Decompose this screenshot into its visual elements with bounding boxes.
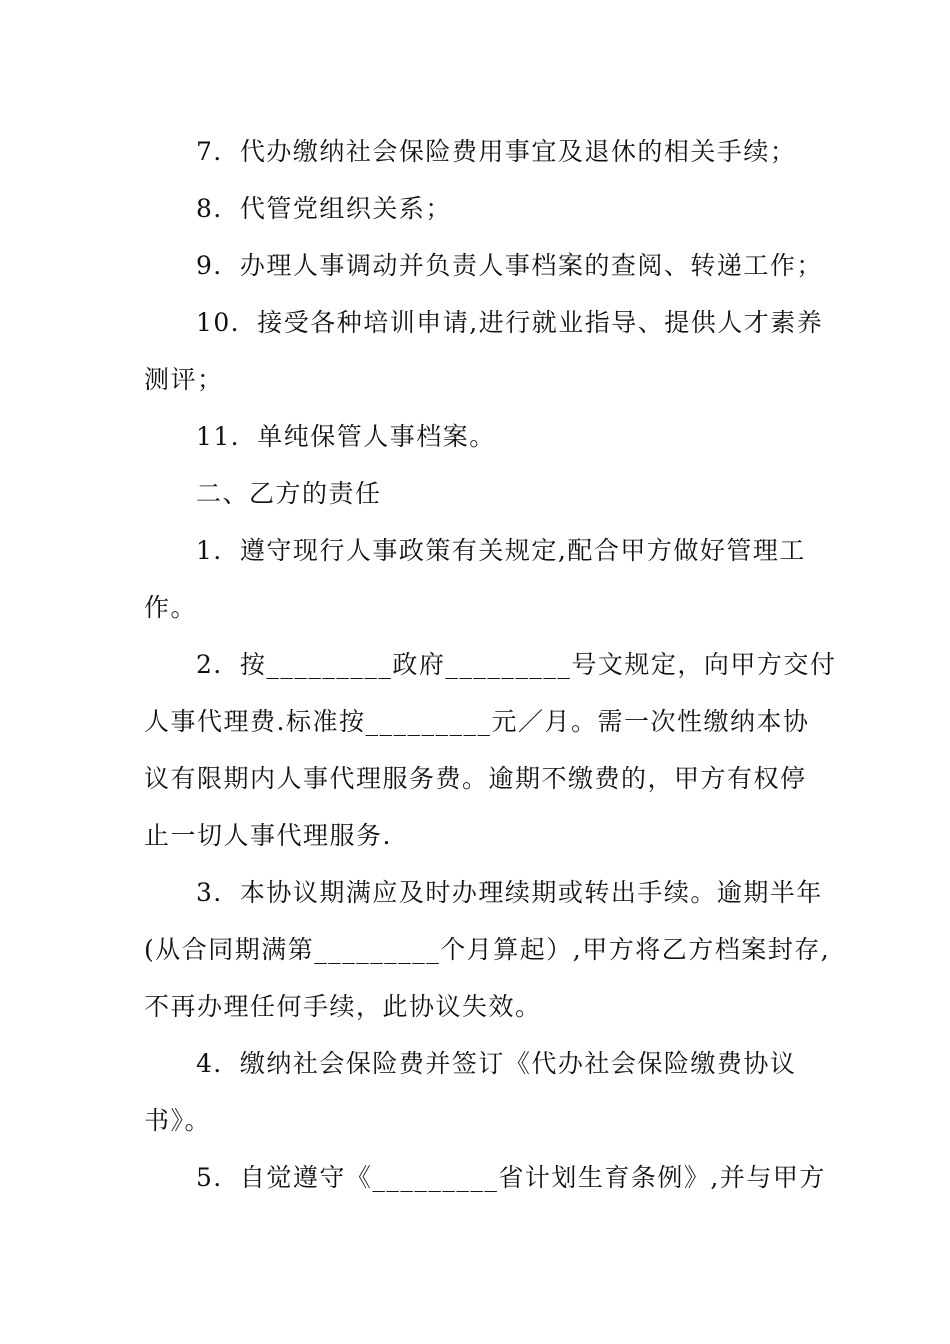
text-line-b-1-cont: 作。 xyxy=(144,593,198,622)
text-line-b-3-cont-1: (从合同期满第_________个月算起）,甲方将乙方档案封存, xyxy=(144,935,831,964)
text-line-b-2-cont-3: 止一切人事代理服务. xyxy=(144,821,392,850)
text-line-b-1: 1．遵守现行人事政策有关规定,配合甲方做好管理工 xyxy=(196,536,806,565)
text-line-b-5: 5．自觉遵守《_________省计划生育条例》,并与甲方 xyxy=(196,1163,826,1192)
section-heading-party-b: 二、乙方的责任 xyxy=(196,479,382,508)
text-line-b-2-cont-1: 人事代理费.标准按_________元／月。需一次性缴纳本协 xyxy=(144,707,810,736)
text-line-b-4: 4．缴纳社会保险费并签订《代办社会保险缴费协议 xyxy=(196,1049,797,1078)
text-line-b-4-cont: 书》。 xyxy=(144,1106,212,1135)
text-line-item-11: 11．单纯保管人事档案。 xyxy=(196,422,496,451)
text-line-item-10: 10．接受各种培训申请,进行就业指导、提供人才素养 xyxy=(196,308,824,337)
text-line-item-10-cont: 测评； xyxy=(144,365,224,394)
text-line-item-9: 9．办理人事调动并负责人事档案的查阅、转递工作； xyxy=(196,251,823,280)
text-line-item-8: 8．代管党组织关系； xyxy=(196,194,452,223)
text-line-b-3: 3．本协议期满应及时办理续期或转出手续。逾期半年 xyxy=(196,878,823,907)
text-line-b-3-cont-2: 不再办理任何手续，此协议失效。 xyxy=(144,992,542,1021)
text-line-b-2-cont-2: 议有限期内人事代理服务费。逾期不缴费的，甲方有权停 xyxy=(144,764,807,793)
text-line-b-2: 2．按_________政府_________号文规定，向甲方交付 xyxy=(196,650,837,679)
text-line-item-7: 7．代办缴纳社会保险费用事宜及退休的相关手续； xyxy=(196,137,797,166)
